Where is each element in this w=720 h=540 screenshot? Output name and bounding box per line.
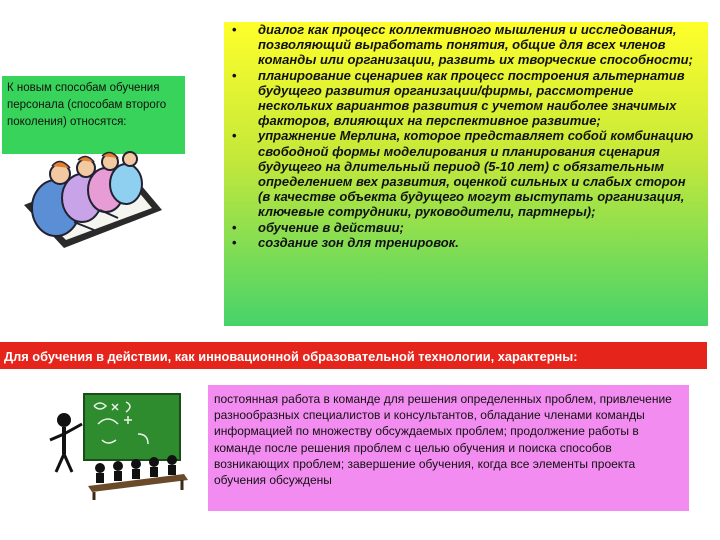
action-learning-banner (0, 342, 707, 369)
characteristics-text: постоянная работа в команде для решения определенных проблем, привлечение разнообразных специалистов и консультантов, обладание членами команды информацией по множеству обсуждаемых проблем; продолжение работы в команде после решения проблем с целью обучения и поиска способов возникающих проблем; завершение обучения, когда все элементы проекта обучения обсуждены (214, 392, 672, 488)
method-item-dialog: • диалог как процесс коллективного мышления и исследования, позволяющий выработать понятия, общие для всех членов команды или организации, развить их творческие способности; (224, 22, 708, 68)
method-item-scenarios: • планирование сценариев как процесс построения альтернатив будущего развития организации/фирмы, рассмотрение нескольких вариантов развития с учетом наиболее значимых факторов, влияющих на перспективное развитие; (224, 68, 708, 129)
method-item-action-learning: • обучение в действии; (224, 220, 708, 235)
intro-text: К новым способам обучения персонала (способам второго поколения) относятся: (7, 82, 167, 128)
method-item-training-zones: • создание зон для тренировок. (224, 235, 708, 250)
students-writing-clipart (14, 150, 164, 250)
methods-panel (224, 22, 708, 326)
method-item-merlin: • упражнение Мерлина, которое представляет собой комбинацию свободной формы моделирования и планирования сценария будущего на длительный период (5-10 лет) с обязательным определением вех развития, оценкой сильных и слабых сторон (в качестве объекта будущего могут выступать организация, ключевые сотрудники, руководители, партнеры); (224, 128, 708, 219)
methods-list (224, 22, 708, 250)
characteristics-box (208, 385, 689, 511)
banner-text: Для обучения в действии, как инновационной образовательной технологии, характерны: (4, 349, 578, 364)
intro-box (2, 76, 185, 154)
teacher-at-chalkboard-clipart (42, 390, 192, 502)
